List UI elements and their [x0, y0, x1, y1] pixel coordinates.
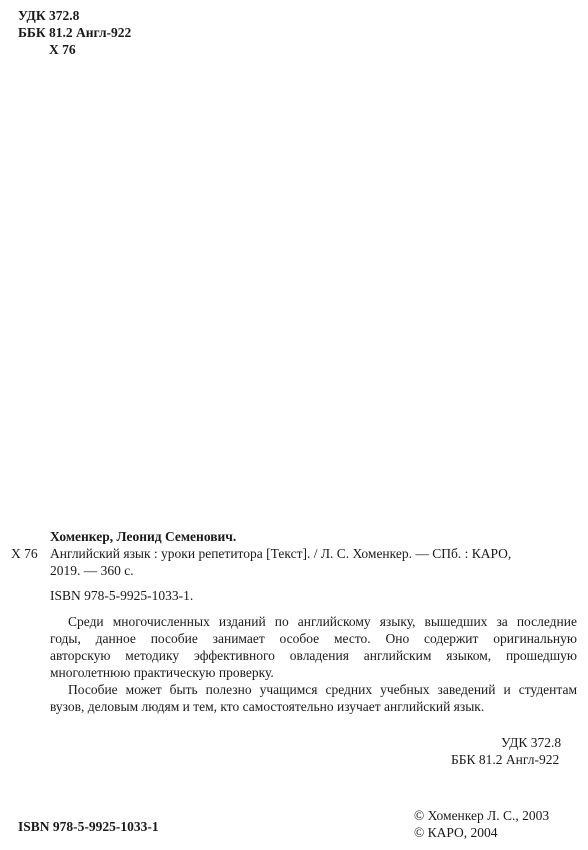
copyright-block — [414, 807, 549, 841]
record-title — [50, 545, 577, 579]
abstract-paragraph-1 — [50, 613, 577, 681]
abstract-line: авторскую методику эффективного овладения английским языком, прошедшую — [50, 648, 577, 663]
udk-code-bottom: УДК 372.8 — [501, 735, 562, 750]
copyright-publisher: © КАРО, 2004 — [414, 825, 498, 840]
record-abstract — [50, 613, 577, 715]
record-isbn: ISBN 978-5-9925-1033-1. — [50, 588, 194, 603]
record-author: Хоменкер, Леонид Семенович. — [50, 529, 237, 544]
udk-code: УДК 372.8 — [18, 8, 80, 23]
author-mark: Х 76 — [49, 42, 76, 57]
bibliographic-record — [11, 528, 577, 715]
abstract-line: многолетнюю практическую проверку. — [50, 665, 274, 680]
record-title-line-2: 2019. — 360 с. — [50, 563, 134, 578]
bbk-code-bottom: ББК 81.2 Англ-922 — [451, 752, 560, 767]
record-author-mark: Х 76 — [11, 546, 38, 561]
copyright-author: © Хоменкер Л. С., 2003 — [414, 808, 550, 823]
abstract-line: вузов, деловым людям и тем, кто самостоятельно изучает английский язык. — [50, 699, 485, 714]
abstract-line: Пособие может быть полезно учащимся средних учебных заведений и студентам — [68, 682, 577, 697]
abstract-paragraph-2 — [50, 681, 577, 715]
record-title-row — [11, 545, 577, 579]
isbn-footer: ISBN 978-5-9925-1033-1 — [18, 819, 159, 834]
bbk-code: ББК 81.2 Англ-922 — [18, 25, 132, 40]
abstract-line: Среди многочисленных изданий по английскому языку, вышедших за последние — [68, 614, 577, 629]
bottom-classification-block — [451, 734, 561, 768]
abstract-line: годы, данное пособие занимает особое место. Оно содержит оригинальную — [50, 631, 577, 646]
record-title-line-1: Английский язык : уроки репетитора [Текст]. / Л. С. Хоменкер. — СПб. : КАРО, — [50, 546, 512, 561]
top-classification-block — [18, 7, 131, 58]
